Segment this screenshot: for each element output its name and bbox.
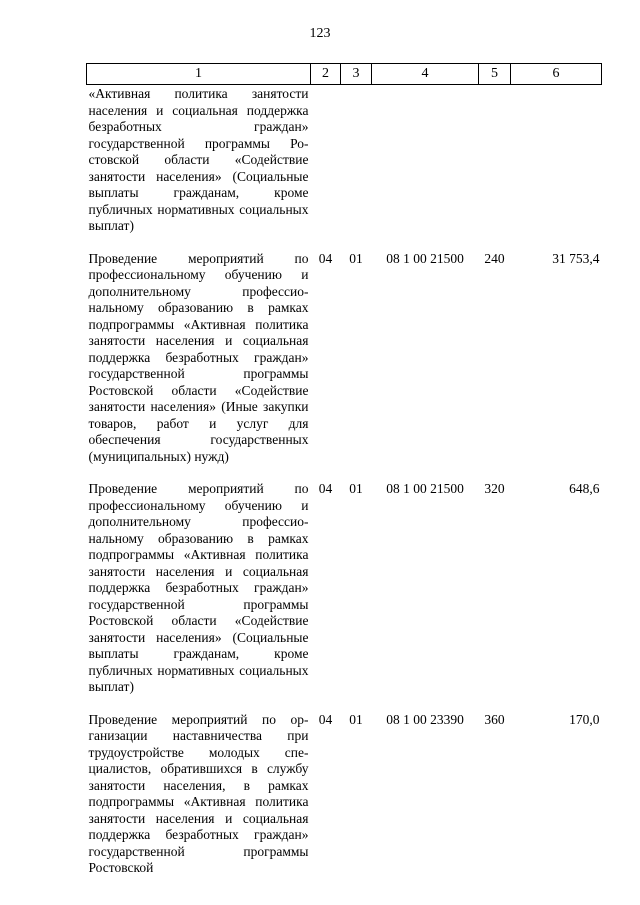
header-col-3: 3: [341, 64, 372, 85]
row-expense-type: 360: [484, 711, 505, 727]
row-description: «Активная политика занятости населения и социальная поддержка безработных граждан» государственной программы Ростовской области «Содействие занятости населения» (Социальные выплаты гражданам, кроме публичных нормативных социальных выплат): [88, 86, 309, 233]
row-target-code: 08 1 00 23390: [386, 711, 464, 727]
header-col-5: 5: [479, 64, 511, 85]
page-number: 123: [309, 26, 331, 41]
row-description: Проведение мероприятий по организации наставничества при трудоустройстве молодых специалистов, обратившихся в службу занятости населения, в рамках подпрограммы «Активная политика занятости населения и социальная поддержка безработных граждан» государственной программы Ростовской: [88, 711, 309, 875]
header-col-2: 2: [311, 64, 341, 85]
row-section: 04: [318, 481, 333, 496]
row-target-code: [372, 85, 479, 245]
row-description: Проведение мероприятий по профессиональному обучению и дополнительному профессиональному образованию в рамках подпрограммы «Активная политика занятости населения и социальная поддержка безработных граждан» государственной программы Ростовской области «Содействие занятости населения» (Социальные выплаты гражданам, кроме публичных нормативных социальных выплат): [88, 481, 309, 694]
row-target-code: 08 1 00 21500: [386, 250, 464, 266]
table-row: [87, 245, 602, 476]
row-amount: 31 753,4: [552, 250, 600, 266]
row-section: 04: [318, 250, 333, 266]
row-expense-type: [479, 85, 511, 245]
row-expense-type: 240: [484, 250, 505, 266]
row-amount: 648,6: [569, 481, 600, 496]
row-subsection: 01: [349, 481, 363, 496]
row-subsection: 01: [349, 250, 363, 266]
row-amount: [511, 85, 602, 245]
header-col-4: 4: [372, 64, 479, 85]
header-col-6: 6: [511, 64, 602, 85]
row-subsection: 01: [349, 711, 363, 727]
row-description: Проведение мероприятий по профессиональному обучению и дополнительному профессиональному образованию в рамках подпрограммы «Активная политика занятости населения и социальная поддержка безработных граждан» государственной программы Ростовской области «Содействие занятости населения» (Иные закупки товаров, работ и услуг для обеспечения государственных (муниципальных) нужд): [88, 250, 309, 464]
row-subsection: [341, 85, 372, 245]
row-section: 04: [318, 711, 333, 727]
header-col-1: 1: [87, 64, 311, 85]
budget-table: [86, 63, 602, 887]
row-amount: 170,0: [569, 711, 600, 727]
row-expense-type: 320: [484, 481, 505, 496]
header-row: [87, 64, 602, 85]
table-row: [87, 475, 602, 706]
row-section: [311, 85, 341, 245]
row-target-code: 08 1 00 21500: [386, 481, 464, 496]
table-row: [87, 85, 602, 245]
table-row: [87, 706, 602, 887]
